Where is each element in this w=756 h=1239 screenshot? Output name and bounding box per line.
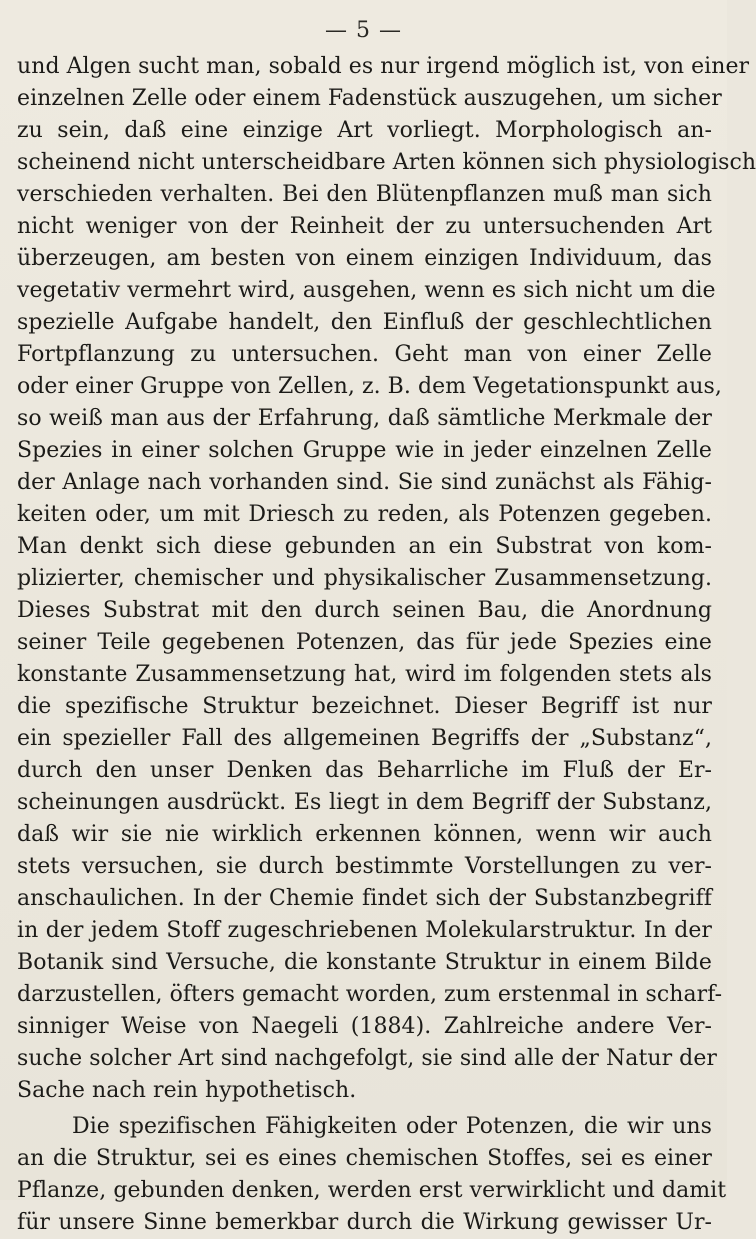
text-line: sinniger Weise von Naegeli (1884). Zahlreiche andere Ver-: [17, 1014, 712, 1039]
text-line: Sache nach rein hypothetisch.: [17, 1078, 357, 1103]
text-line: stets versuchen, sie durch bestimmte Vorstellungen zu ver-: [17, 854, 712, 879]
text-line: überzeugen, am besten von einem einzigen Individuum, das: [17, 246, 712, 271]
text-line: nicht weniger von der Reinheit der zu untersuchenden Art: [17, 214, 712, 239]
text-line: in der jedem Stoff zugeschriebenen Molekularstruktur. In der: [17, 918, 712, 943]
text-line: durch den unser Denken das Beharrliche im Fluß der Er-: [17, 758, 712, 783]
text-line: anschaulichen. In der Chemie findet sich der Substanzbegriff: [17, 886, 712, 911]
text-line: vegetativ vermehrt wird, ausgehen, wenn es sich nicht um die: [17, 278, 716, 303]
text-line: so weiß man aus der Erfahrung, daß sämtliche Merkmale der: [17, 406, 712, 431]
text-line: die spezifische Struktur bezeichnet. Dieser Begriff ist nur: [17, 694, 712, 719]
text-line: Dieses Substrat mit den durch seinen Bau, die Anordnung: [17, 598, 712, 623]
text-line: Spezies in einer solchen Gruppe wie in jeder einzelnen Zelle: [17, 438, 712, 463]
text-line: suche solcher Art sind nachgefolgt, sie sind alle der Natur der: [17, 1046, 717, 1071]
text-line: scheinungen ausdrückt. Es liegt in dem Begriff der Substanz,: [17, 790, 712, 815]
text-line: einzelnen Zelle oder einem Fadenstück auszugehen, um sicher: [17, 86, 722, 111]
text-line: spezielle Aufgabe handelt, den Einfluß der geschlechtlichen: [17, 310, 712, 335]
text-line: konstante Zusammensetzung hat, wird im folgenden stets als: [17, 662, 712, 687]
text-line: verschieden verhalten. Bei den Blütenpflanzen muß man sich: [17, 182, 712, 207]
text-line: plizierter, chemischer und physikalischer Zusammensetzung.: [17, 566, 712, 591]
text-line: zu sein, daß eine einzige Art vorliegt. Morphologisch an-: [17, 118, 712, 143]
text-line: scheinend nicht unterscheidbare Arten können sich physiologisch: [17, 150, 756, 175]
paragraph-1: [17, 51, 756, 1107]
text-line: und Algen sucht man, sobald es nur irgend möglich ist, von einer: [17, 54, 750, 79]
page-number: — 5 —: [325, 18, 402, 43]
text-line: seiner Teile gegebenen Potenzen, das für jede Spezies eine: [17, 630, 712, 655]
text-line: Man denkt sich diese gebunden an ein Substrat von kom-: [17, 534, 712, 559]
text-line: Die spezifischen Fähigkeiten oder Potenzen, die wir uns: [72, 1114, 712, 1139]
text-line: daß wir sie nie wirklich erkennen können, wenn wir auch: [17, 822, 712, 847]
text-line: Botanik sind Versuche, die konstante Struktur in einem Bilde: [17, 950, 712, 975]
paragraph-2: [17, 1111, 727, 1239]
text-line: darzustellen, öfters gemacht worden, zum erstenmal in scharf-: [17, 982, 723, 1007]
text-line: keiten oder, um mit Driesch zu reden, als Potenzen gegeben.: [17, 502, 712, 527]
text-line: an die Struktur, sei es eines chemischen Stoffes, sei es einer: [17, 1146, 712, 1171]
text-line: oder einer Gruppe von Zellen, z. B. dem Vegetationspunkt aus,: [17, 374, 722, 399]
text-line: für unsere Sinne bemerkbar durch die Wirkung gewisser Ur-: [17, 1210, 712, 1235]
body-text: [17, 51, 756, 1239]
text-line: Fortpflanzung zu untersuchen. Geht man von einer Zelle: [17, 342, 712, 367]
text-line: Pflanze, gebunden denken, werden erst verwirklicht und damit: [17, 1178, 727, 1203]
text-line: ein spezieller Fall des allgemeinen Begriffs der „Substanz“,: [17, 726, 712, 751]
text-line: der Anlage nach vorhanden sind. Sie sind zunächst als Fähig-: [17, 470, 712, 495]
